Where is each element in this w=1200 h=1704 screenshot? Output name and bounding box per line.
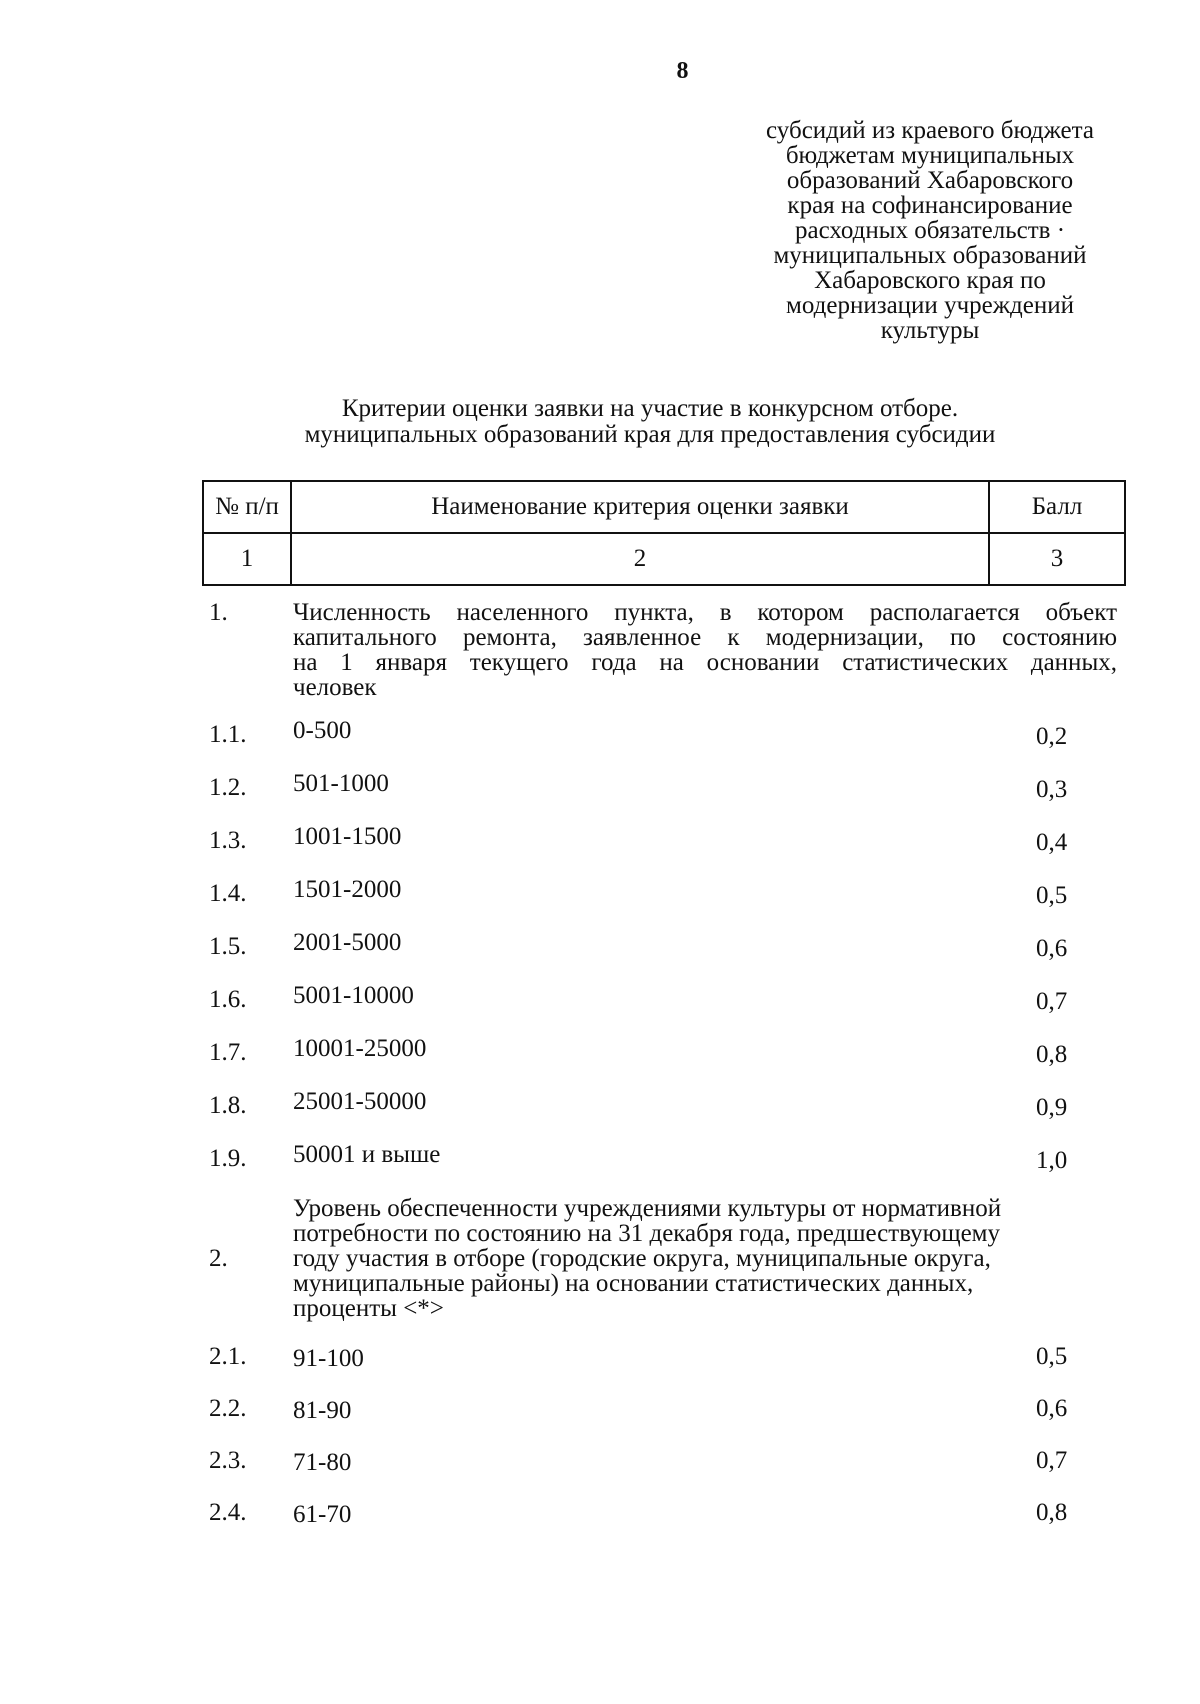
item-range: 501-1000 xyxy=(293,770,389,797)
criterion-line: Численность населенного пункта, в котором располагается объект xyxy=(293,599,1117,626)
header-line: расходных обязательств · xyxy=(794,217,1066,244)
item-range: 0-500 xyxy=(293,717,352,744)
item-score: 0,7 xyxy=(1036,988,1068,1015)
item-range: 91-100 xyxy=(293,1345,364,1372)
item-score: 1,0 xyxy=(1036,1147,1068,1174)
header-line: Хабаровского края по xyxy=(814,267,1046,294)
item-number: 1.7. xyxy=(209,1039,247,1066)
page-number: 8 xyxy=(676,58,689,84)
item-score: 0,7 xyxy=(1036,1447,1068,1474)
criterion-line: проценты <*> xyxy=(293,1295,444,1322)
item-range: 81-90 xyxy=(293,1397,352,1424)
criterion-number: 1. xyxy=(209,599,228,626)
item-number: 2.4. xyxy=(209,1499,247,1526)
item-score: 0,5 xyxy=(1036,1343,1068,1370)
column-index-3: 3 xyxy=(989,533,1125,585)
criterion-description xyxy=(293,600,1117,700)
title-line: муниципальных образований края для предоставления субсидии xyxy=(304,421,996,448)
item-range: 25001-50000 xyxy=(293,1088,427,1115)
criterion-description xyxy=(293,1196,1001,1321)
item-number: 1.4. xyxy=(209,880,247,907)
item-number: 2.1. xyxy=(209,1343,247,1370)
criterion-line: человек xyxy=(293,674,377,701)
item-range: 50001 и выше xyxy=(293,1141,441,1168)
item-number: 1.3. xyxy=(209,827,247,854)
header-line: края на софинансирование xyxy=(787,192,1073,219)
item-number: 1.6. xyxy=(209,986,247,1013)
item-score: 0,8 xyxy=(1036,1041,1068,1068)
item-score: 0,2 xyxy=(1036,723,1068,750)
item-range: 61-70 xyxy=(293,1501,352,1528)
item-number: 2.2. xyxy=(209,1395,247,1422)
item-range: 1001-1500 xyxy=(293,823,402,850)
criterion-line: муниципальные районы) на основании статистических данных, xyxy=(293,1270,974,1297)
item-number: 1.5. xyxy=(209,933,247,960)
column-index-1: 1 xyxy=(203,533,291,585)
item-score: 0,6 xyxy=(1036,935,1068,962)
column-header-score: Балл xyxy=(989,481,1125,533)
criterion-line: году участия в отборе (городские округа, муниципальные округа, xyxy=(293,1245,991,1272)
header-line: образований Хабаровского xyxy=(786,167,1074,194)
column-index-2: 2 xyxy=(291,533,989,585)
criterion-line: Уровень обеспеченности учреждениями культуры от нормативной xyxy=(293,1195,1002,1222)
item-number: 1.2. xyxy=(209,774,247,801)
item-range: 5001-10000 xyxy=(293,982,414,1009)
criterion-number: 2. xyxy=(209,1245,228,1272)
item-score: 0,8 xyxy=(1036,1499,1068,1526)
item-score: 0,6 xyxy=(1036,1395,1068,1422)
criterion-line: потребности по состоянию на 31 декабря года, предшествующему xyxy=(293,1220,1000,1247)
header-line: бюджетам муниципальных xyxy=(785,142,1075,169)
header-line: субсидий из краевого бюджета xyxy=(766,117,1094,144)
header-line: муниципальных образований xyxy=(773,242,1087,269)
title-line: Критерии оценки заявки на участие в конкурсном отборе. xyxy=(341,395,959,422)
column-header-number: № п/п xyxy=(203,481,291,533)
header-line: модернизации учреждений xyxy=(786,292,1074,319)
item-range: 10001-25000 xyxy=(293,1035,427,1062)
item-number: 1.9. xyxy=(209,1145,247,1172)
criterion-line: капитального ремонта, заявленное к модернизации, по состоянию xyxy=(293,624,1117,651)
item-range: 71-80 xyxy=(293,1449,352,1476)
header-line: культуры xyxy=(880,317,980,344)
item-number: 2.3. xyxy=(209,1447,247,1474)
item-score: 0,9 xyxy=(1036,1094,1068,1121)
criterion-line: на 1 января текущего года на основании статистических данных, xyxy=(293,649,1117,676)
item-range: 2001-5000 xyxy=(293,929,402,956)
item-range: 1501-2000 xyxy=(293,876,402,903)
item-number: 1.8. xyxy=(209,1092,247,1119)
item-number: 1.1. xyxy=(209,721,247,748)
item-score: 0,3 xyxy=(1036,776,1068,803)
item-score: 0,4 xyxy=(1036,829,1068,856)
item-score: 0,5 xyxy=(1036,882,1068,909)
column-header-criterion: Наименование критерия оценки заявки xyxy=(291,481,989,533)
